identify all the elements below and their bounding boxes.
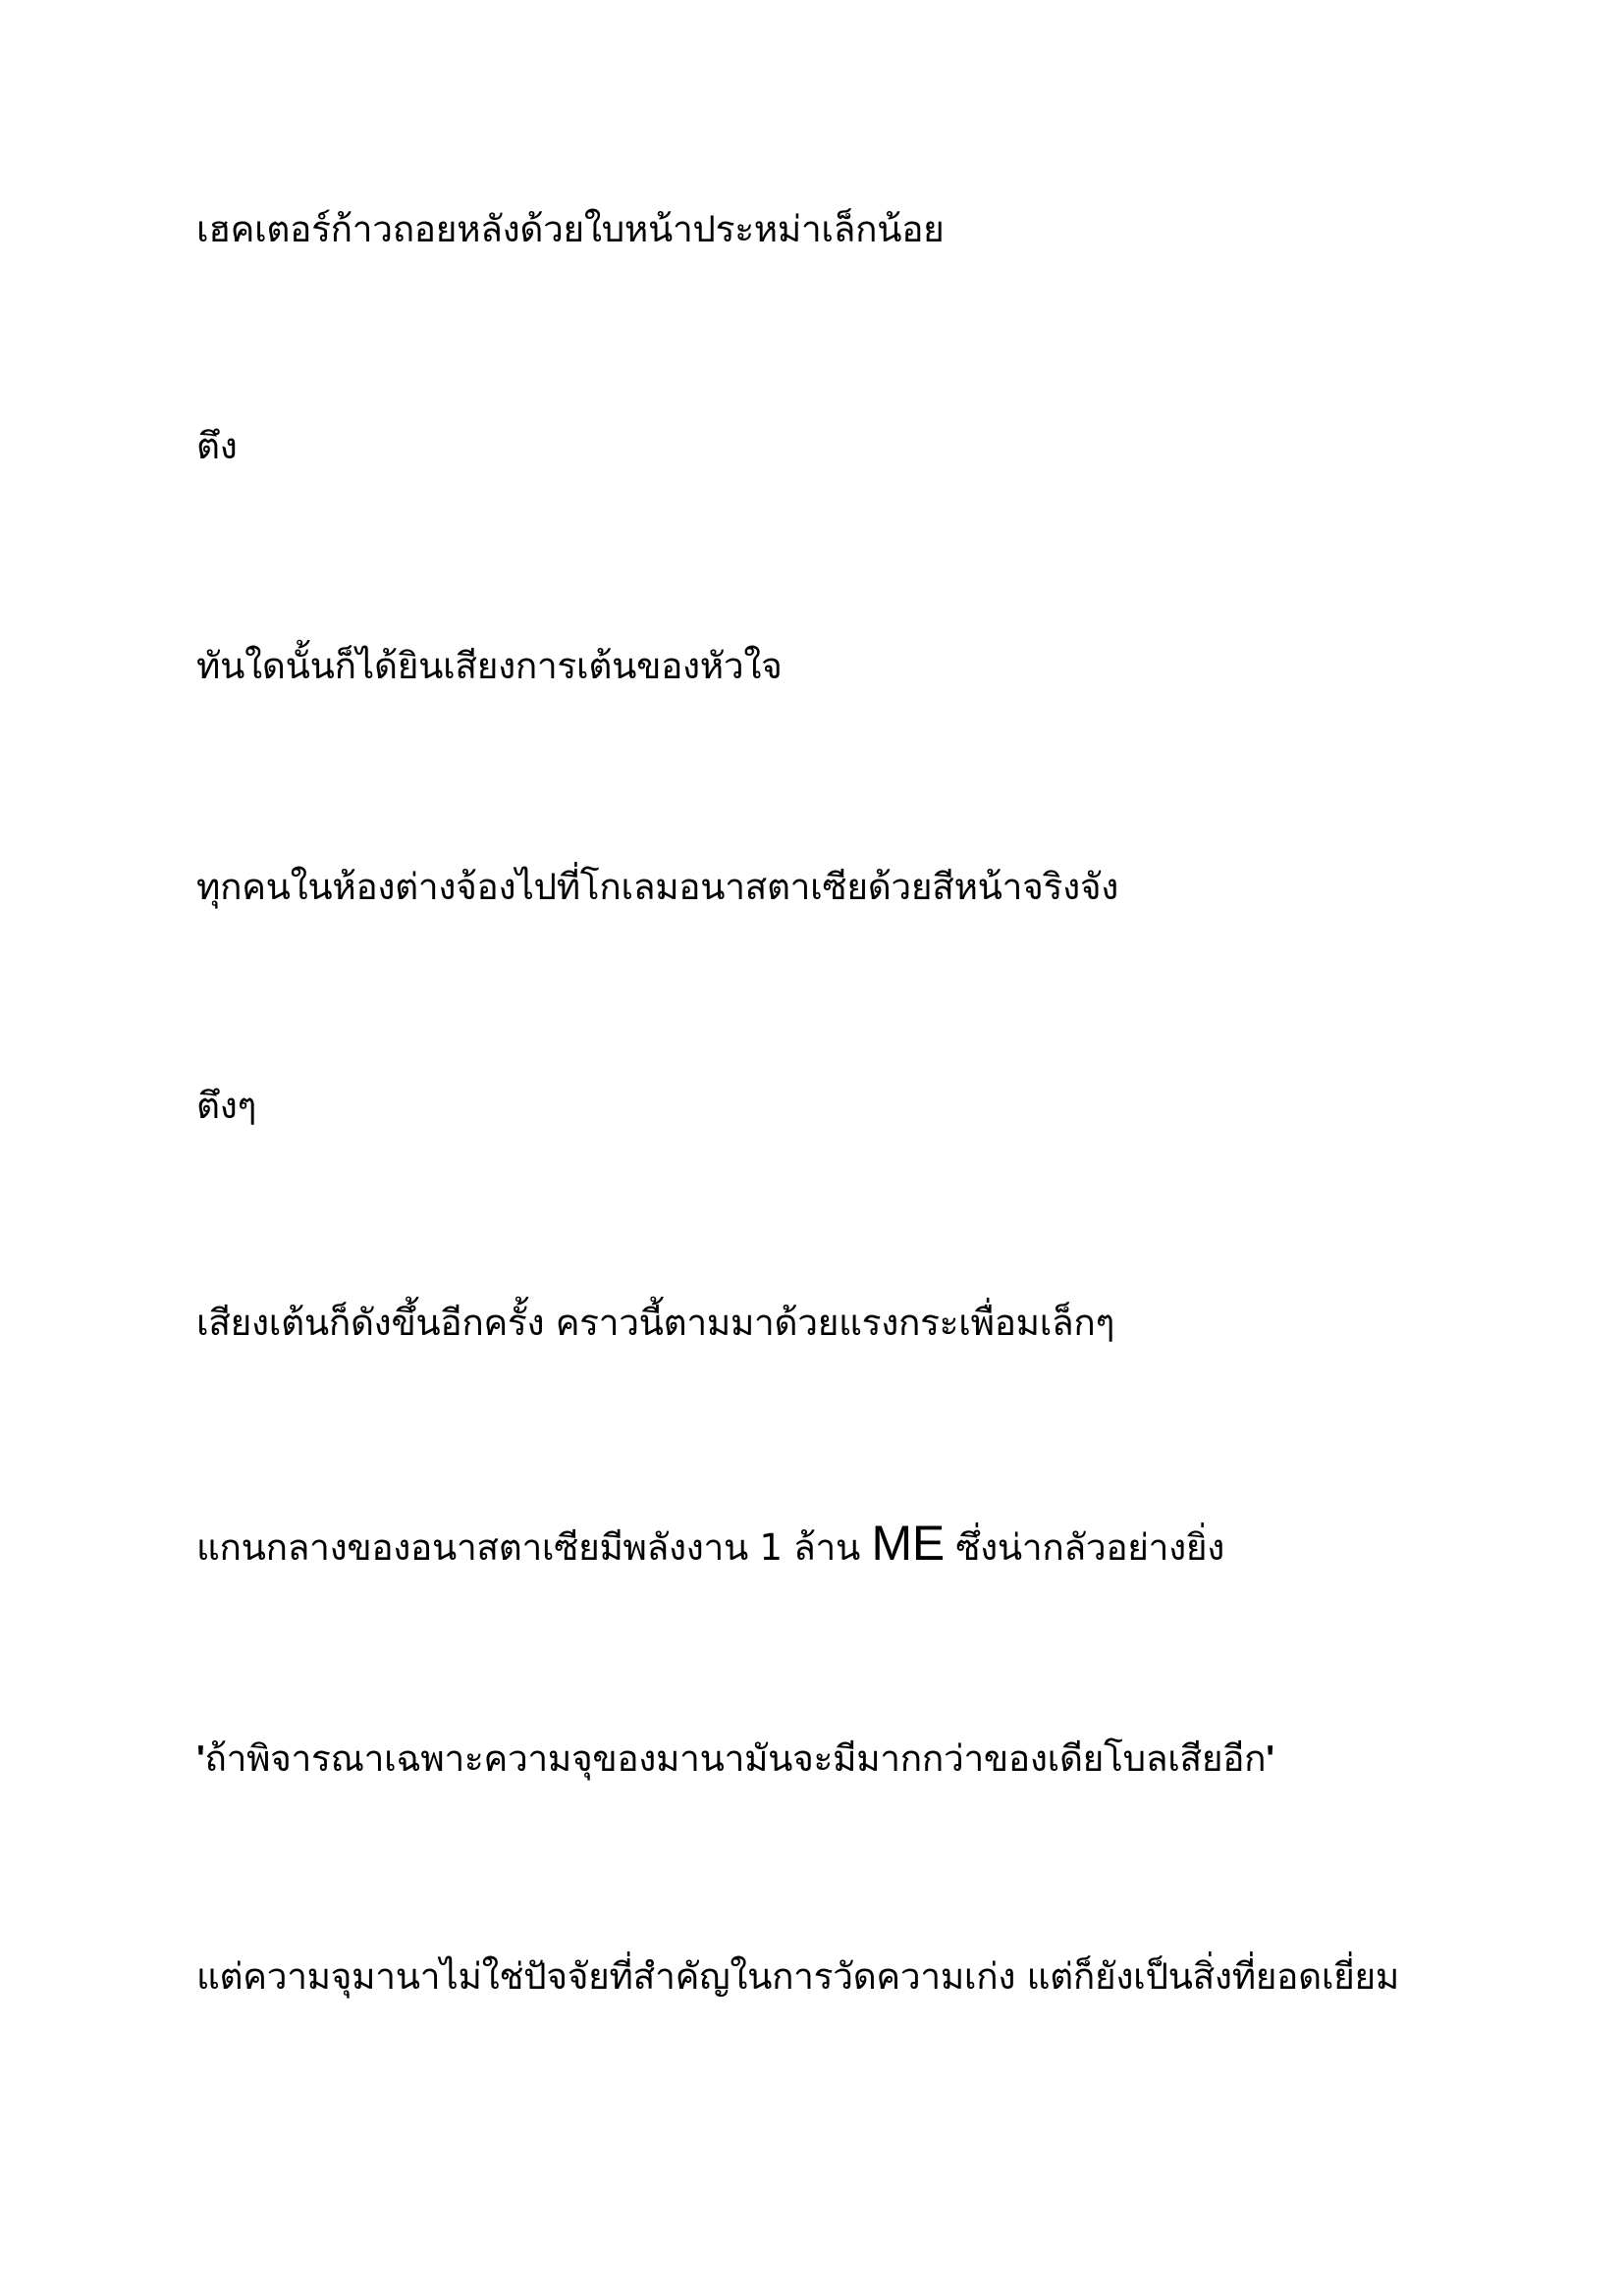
paragraph-core-energy — [196, 1516, 1225, 1571]
open-quote: ' — [196, 1738, 205, 1779]
paragraph-mana-capacity: แต่ความจุมานาไม่ใช่ปัจจัยที่สำคัญในการวัดความเก่ง แต่ก็ยังเป็นสิ่งที่ยอดเยี่ยม — [196, 1955, 1400, 1998]
paragraph-sound-effect-2: ตึงๆ — [196, 1085, 257, 1127]
paragraph-everyone-stares: ทุกคนในห้องต่างจ้องไปที่โกเลมอนาสตาเซียด้วยสีหน้าจริงจัง — [196, 866, 1118, 908]
paragraph-hector-steps-back: เฮคเตอร์ก้าวถอยหลังด้วยใบหน้าประหม่าเล็กน้อย — [196, 208, 945, 250]
inner-thought-text: ถ้าพิจารณาเฉพาะความจุของมานามันจะมีมากกว่าของเดียโบลเสียอีก — [204, 1737, 1267, 1780]
energy-unit: ME — [871, 1516, 945, 1571]
paragraph-sound-effect-1: ตึง — [196, 425, 238, 467]
paragraph-heartbeat-again: เสียงเต้นก็ดังขึ้นอีกครั้ง คราวนี้ตามมาด้วยแรงกระเพื่อมเล็กๆ — [196, 1302, 1115, 1344]
close-quote: ' — [1266, 1738, 1274, 1779]
paragraph-heartbeat-heard: ทันใดนั้นก็ได้ยินเสียงการเต้นของหัวใจ — [196, 645, 783, 687]
core-energy-text-before: แกนกลางของอนาสตาเซียมีพลังงาน 1 ล้าน — [196, 1526, 872, 1569]
core-energy-text-after: ซึ่งน่ากลัวอย่างยิ่ง — [944, 1526, 1225, 1569]
paragraph-inner-thought — [196, 1737, 1274, 1781]
